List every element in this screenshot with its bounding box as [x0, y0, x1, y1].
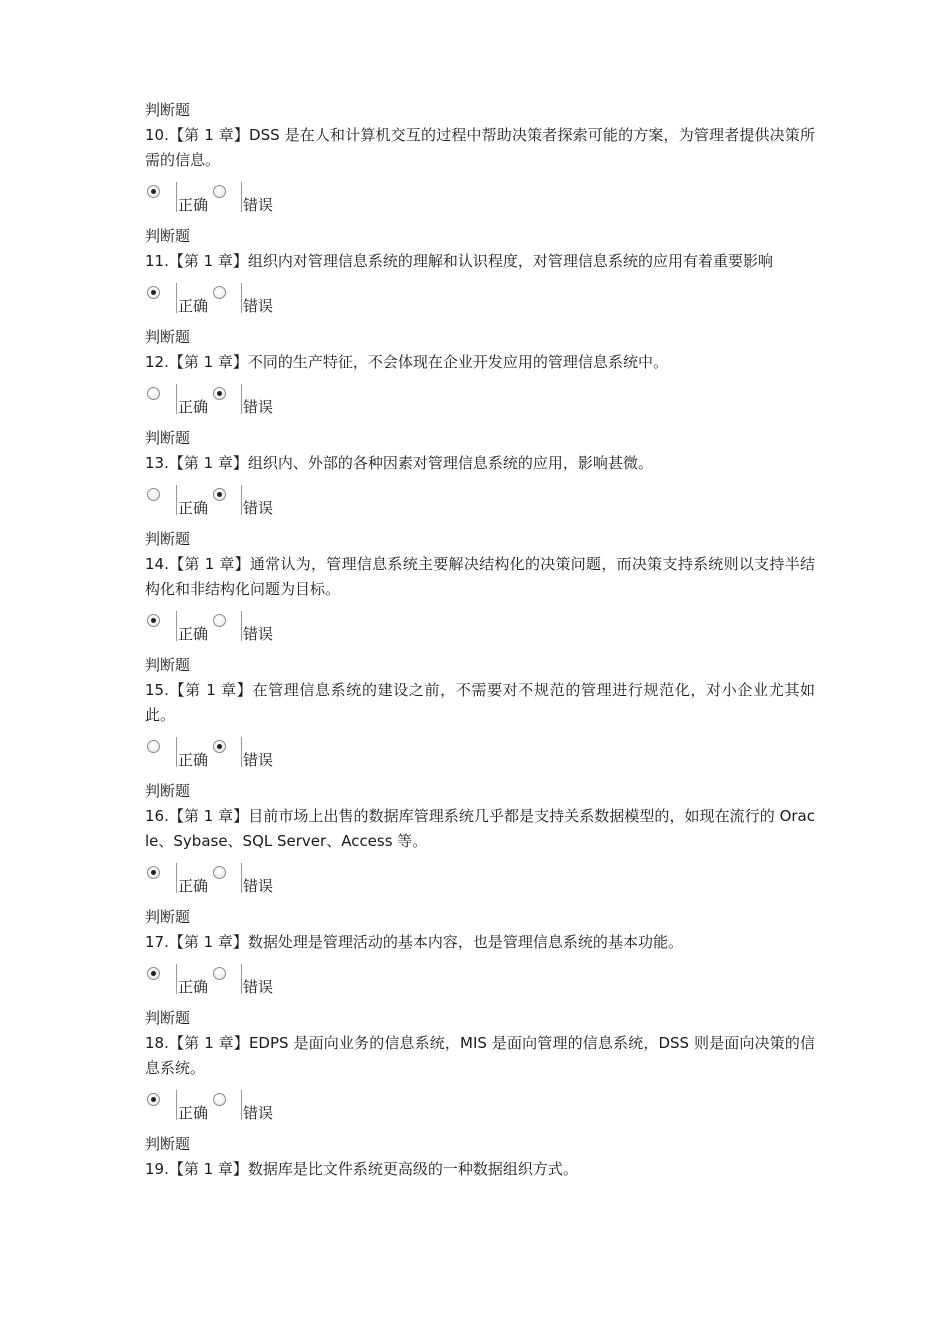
option-divider: [176, 283, 177, 313]
option-false-label[interactable]: 错误: [243, 297, 274, 315]
option-true-radio[interactable]: [147, 488, 160, 501]
answer-options: [145, 275, 815, 325]
question-type-label: 判断题: [145, 1135, 191, 1153]
question-text: 14.【第 1 章】通常认为，管理信息系统主要解决结构化的决策问题，而决策支持系统则以支持半结构化和非结构化问题为目标。: [145, 555, 815, 598]
option-true-label[interactable]: 正确: [178, 877, 209, 895]
option-false-label[interactable]: 错误: [243, 877, 274, 895]
option-divider: [241, 737, 242, 767]
option-divider: [176, 964, 177, 994]
answer-options: [145, 477, 815, 527]
question-block: [145, 98, 815, 224]
option-divider: [241, 485, 242, 515]
option-false-label[interactable]: 错误: [243, 625, 274, 643]
option-true-label[interactable]: 正确: [178, 297, 209, 315]
option-false-radio[interactable]: [213, 1093, 226, 1106]
option-true-label[interactable]: 正确: [178, 751, 209, 769]
option-true-label[interactable]: 正确: [178, 625, 209, 643]
option-true-label[interactable]: 正确: [178, 499, 209, 517]
option-divider: [241, 964, 242, 994]
option-false-radio[interactable]: [213, 185, 226, 198]
question-text: 11.【第 1 章】组织内对管理信息系统的理解和认识程度，对管理信息系统的应用有着重要影响: [145, 252, 773, 270]
option-true-radio[interactable]: [147, 614, 160, 627]
option-divider: [176, 863, 177, 893]
option-true-radio[interactable]: [147, 740, 160, 753]
option-divider: [176, 384, 177, 414]
question-text: 15.【第 1 章】在管理信息系统的建设之前，不需要对不规范的管理进行规范化，对小企业尤其如此。: [145, 681, 815, 724]
option-divider: [176, 485, 177, 515]
question-type-label: 判断题: [145, 101, 191, 119]
option-false-radio[interactable]: [213, 967, 226, 980]
option-divider: [176, 737, 177, 767]
option-true-radio[interactable]: [147, 1093, 160, 1106]
question-type-label: 判断题: [145, 656, 191, 674]
option-false-label[interactable]: 错误: [243, 978, 274, 996]
question-text: 10.【第 1 章】DSS 是在人和计算机交互的过程中帮助决策者探索可能的方案，为管理者提供决策所需的信息。: [145, 126, 815, 169]
question-type-label: 判断题: [145, 1009, 191, 1027]
question-block: [145, 779, 815, 905]
question-type-label: 判断题: [145, 429, 191, 447]
answer-options: [145, 174, 815, 224]
option-false-radio[interactable]: [213, 387, 226, 400]
option-true-label[interactable]: 正确: [178, 1104, 209, 1122]
question-text: 19.【第 1 章】数据库是比文件系统更高级的一种数据组织方式。: [145, 1160, 578, 1178]
option-false-radio[interactable]: [213, 740, 226, 753]
answer-options: [145, 603, 815, 653]
option-false-radio[interactable]: [213, 286, 226, 299]
option-divider: [241, 1090, 242, 1120]
option-divider: [176, 1090, 177, 1120]
question-block: [145, 224, 815, 325]
answer-options: [145, 376, 815, 426]
option-divider: [241, 384, 242, 414]
option-true-label[interactable]: 正确: [178, 978, 209, 996]
option-false-label[interactable]: 错误: [243, 196, 274, 214]
question-type-label: 判断题: [145, 328, 191, 346]
question-block: [145, 527, 815, 653]
option-true-radio[interactable]: [147, 866, 160, 879]
answer-options: [145, 1082, 815, 1132]
option-false-label[interactable]: 错误: [243, 1104, 274, 1122]
question-block: [145, 1006, 815, 1132]
question-block: [145, 426, 815, 527]
option-divider: [241, 283, 242, 313]
answer-options: [145, 855, 815, 905]
question-text: 13.【第 1 章】组织内、外部的各种因素对管理信息系统的应用，影响甚微。: [145, 454, 653, 472]
question-list: [145, 98, 815, 1182]
question-type-label: 判断题: [145, 908, 191, 926]
answer-options: [145, 956, 815, 1006]
question-text: 18.【第 1 章】EDPS 是面向业务的信息系统，MIS 是面向管理的信息系统，DSS 则是面向决策的信息系统。: [145, 1034, 815, 1077]
option-true-label[interactable]: 正确: [178, 196, 209, 214]
question-block: [145, 653, 815, 779]
option-divider: [241, 611, 242, 641]
option-true-radio[interactable]: [147, 967, 160, 980]
question-text: 12.【第 1 章】不同的生产特征，不会体现在企业开发应用的管理信息系统中。: [145, 353, 668, 371]
question-block: [145, 905, 815, 1006]
option-false-radio[interactable]: [213, 614, 226, 627]
question-type-label: 判断题: [145, 782, 191, 800]
question-block: [145, 325, 815, 426]
answer-options: [145, 729, 815, 779]
option-false-radio[interactable]: [213, 488, 226, 501]
question-text: 16.【第 1 章】目前市场上出售的数据库管理系统几乎都是支持关系数据模型的，如现在流行的 Oracle、Sybase、SQL Server、Access 等。: [145, 807, 815, 850]
question-type-label: 判断题: [145, 227, 191, 245]
option-false-label[interactable]: 错误: [243, 398, 274, 416]
question-text: 17.【第 1 章】数据处理是管理活动的基本内容，也是管理信息系统的基本功能。: [145, 933, 683, 951]
option-divider: [176, 611, 177, 641]
option-true-label[interactable]: 正确: [178, 398, 209, 416]
option-false-label[interactable]: 错误: [243, 751, 274, 769]
option-divider: [176, 182, 177, 212]
option-divider: [241, 863, 242, 893]
option-true-radio[interactable]: [147, 387, 160, 400]
option-false-radio[interactable]: [213, 866, 226, 879]
option-false-label[interactable]: 错误: [243, 499, 274, 517]
question-block: [145, 1132, 815, 1182]
option-true-radio[interactable]: [147, 185, 160, 198]
option-divider: [241, 182, 242, 212]
option-true-radio[interactable]: [147, 286, 160, 299]
question-type-label: 判断题: [145, 530, 191, 548]
